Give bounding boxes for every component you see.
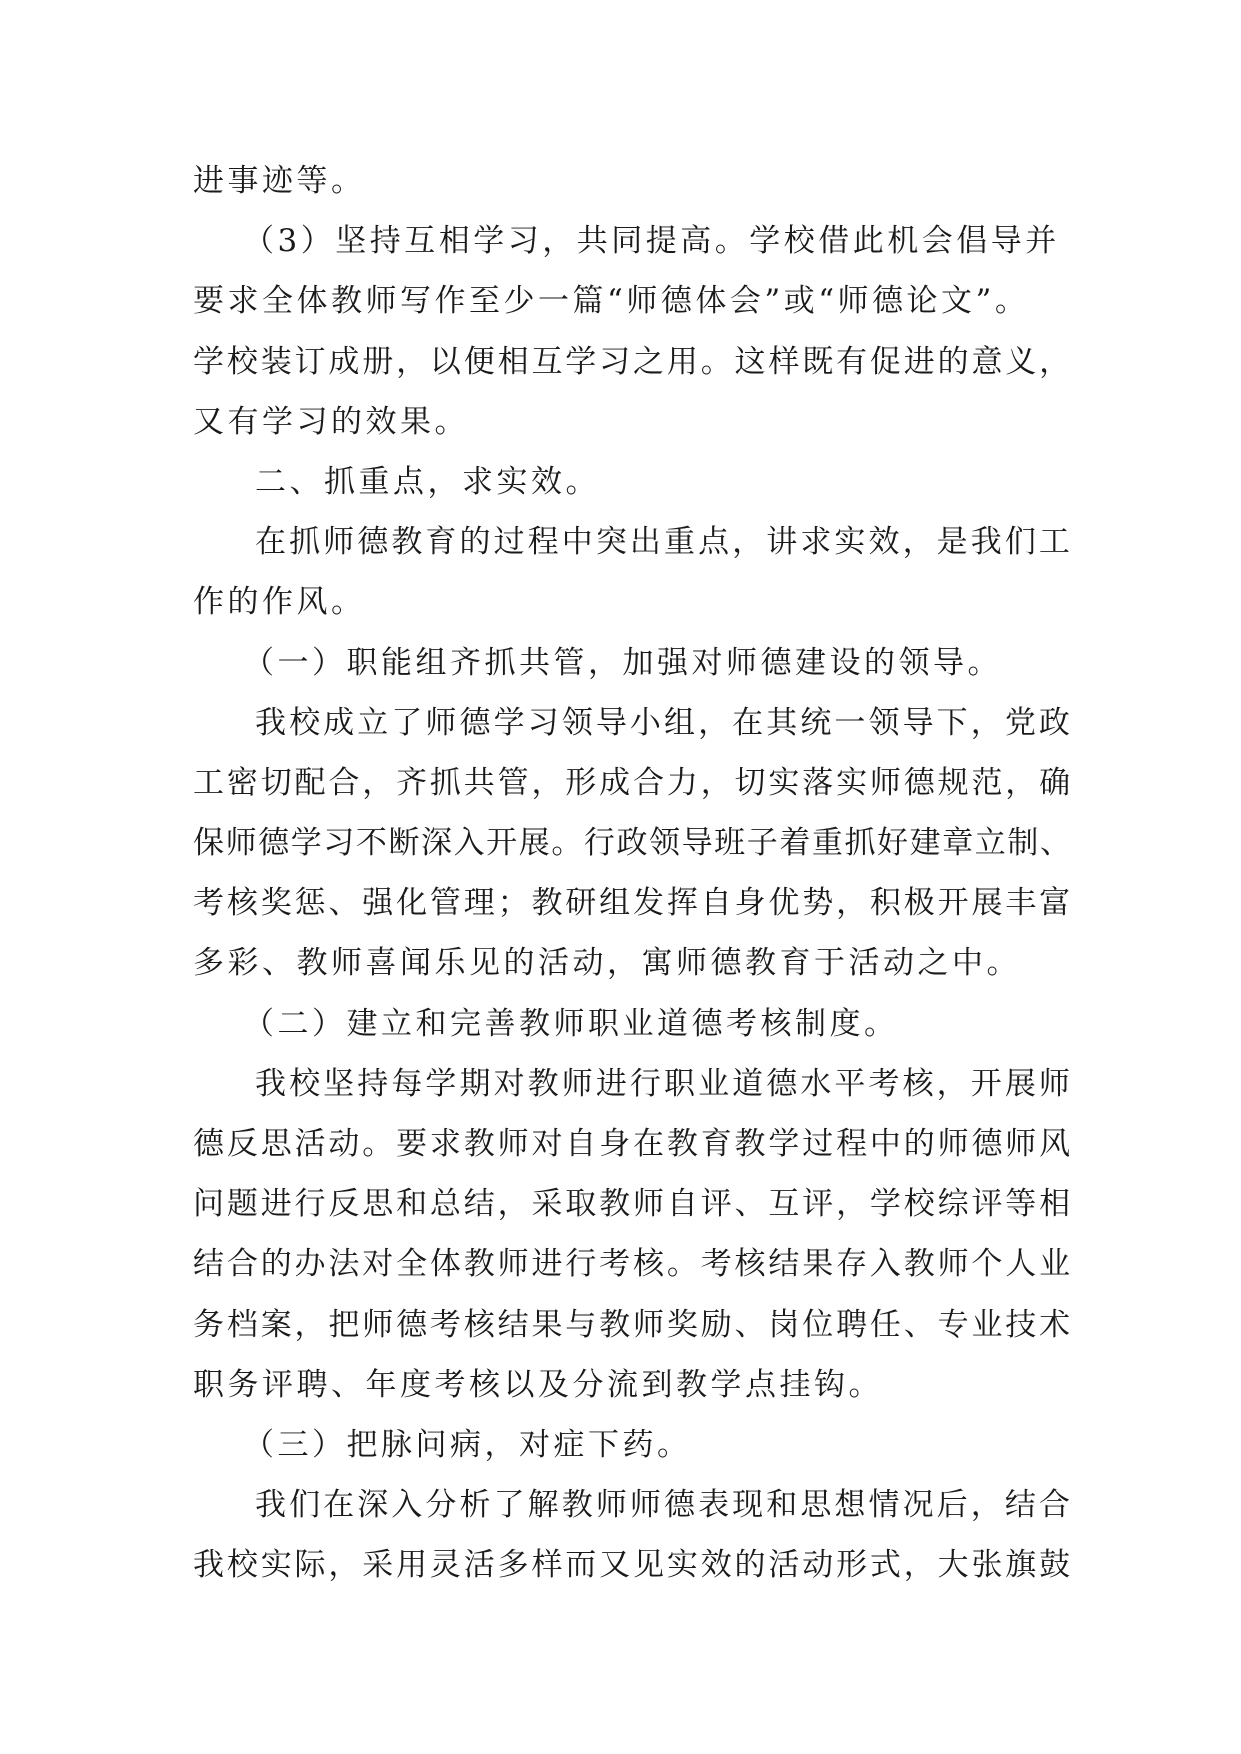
text-line: 德反思活动。要求教师对自身在教育教学过程中的师德师风 <box>193 1126 1073 1162</box>
text-line: 要求全体教师写作至少一篇“师德体会”或“师德论文”。 <box>193 283 1030 320</box>
text-line: 职务评聘、年度考核以及分流到教学点挂钩。 <box>193 1366 883 1403</box>
text-line: 保师德学习不断深入开展。行政领导班子着重抓好建章立制、 <box>193 825 1073 862</box>
text-line: 学校装订成册，以便相互学习之用。这样既有促进的意义， <box>193 343 1073 380</box>
text-line: 务档案，把师德考核结果与教师奖励、岗位聘任、专业技术 <box>193 1306 1073 1343</box>
text-line: 进事迹等。 <box>193 163 366 199</box>
text-line: 我们在深入分析了解教师师德表现和思想情况后，结合 <box>255 1487 1073 1524</box>
text-line: 我校成立了师德学习领导小组，在其统一领导下，党政 <box>255 704 1073 741</box>
subsection-heading: （一）职能组齐抓共管，加强对师德建设的领导。 <box>243 644 1002 681</box>
text-line: 工密切配合，齐抓共管，形成合力，切实落实师德规范，确 <box>193 764 1073 801</box>
text-line: （3）坚持互相学习，共同提高。学校借此机会倡导并 <box>243 223 1060 260</box>
text-line: 作的作风。 <box>193 584 366 621</box>
text-line: 多彩、教师喜闻乐见的活动，寓师德教育于活动之中。 <box>193 945 1021 982</box>
subsection-heading: （三）把脉问病，对症下药。 <box>243 1426 692 1463</box>
text-line: 在抓师德教育的过程中突出重点，讲求实效，是我们工 <box>255 524 1073 561</box>
text-line: 考核奖惩、强化管理；教研组发挥自身优势，积极开展丰富 <box>193 885 1073 922</box>
document-body <box>193 151 1073 1596</box>
text-line: 结合的办法对全体教师进行考核。考核结果存入教师个人业 <box>193 1246 1073 1283</box>
text-line: 我校坚持每学期对教师进行职业道德水平考核，开展师 <box>255 1065 1073 1102</box>
subsection-heading: （二）建立和完善教师职业道德考核制度。 <box>243 1005 899 1042</box>
text-line: 问题进行反思和总结，采取教师自评、互评，学校综评等相 <box>193 1186 1073 1223</box>
text-line: 又有学习的效果。 <box>193 403 469 440</box>
section-heading: 二、抓重点，求实效。 <box>255 463 600 500</box>
text-line: 我校实际，采用灵活多样而又见实效的活动形式，大张旗鼓 <box>193 1547 1073 1584</box>
